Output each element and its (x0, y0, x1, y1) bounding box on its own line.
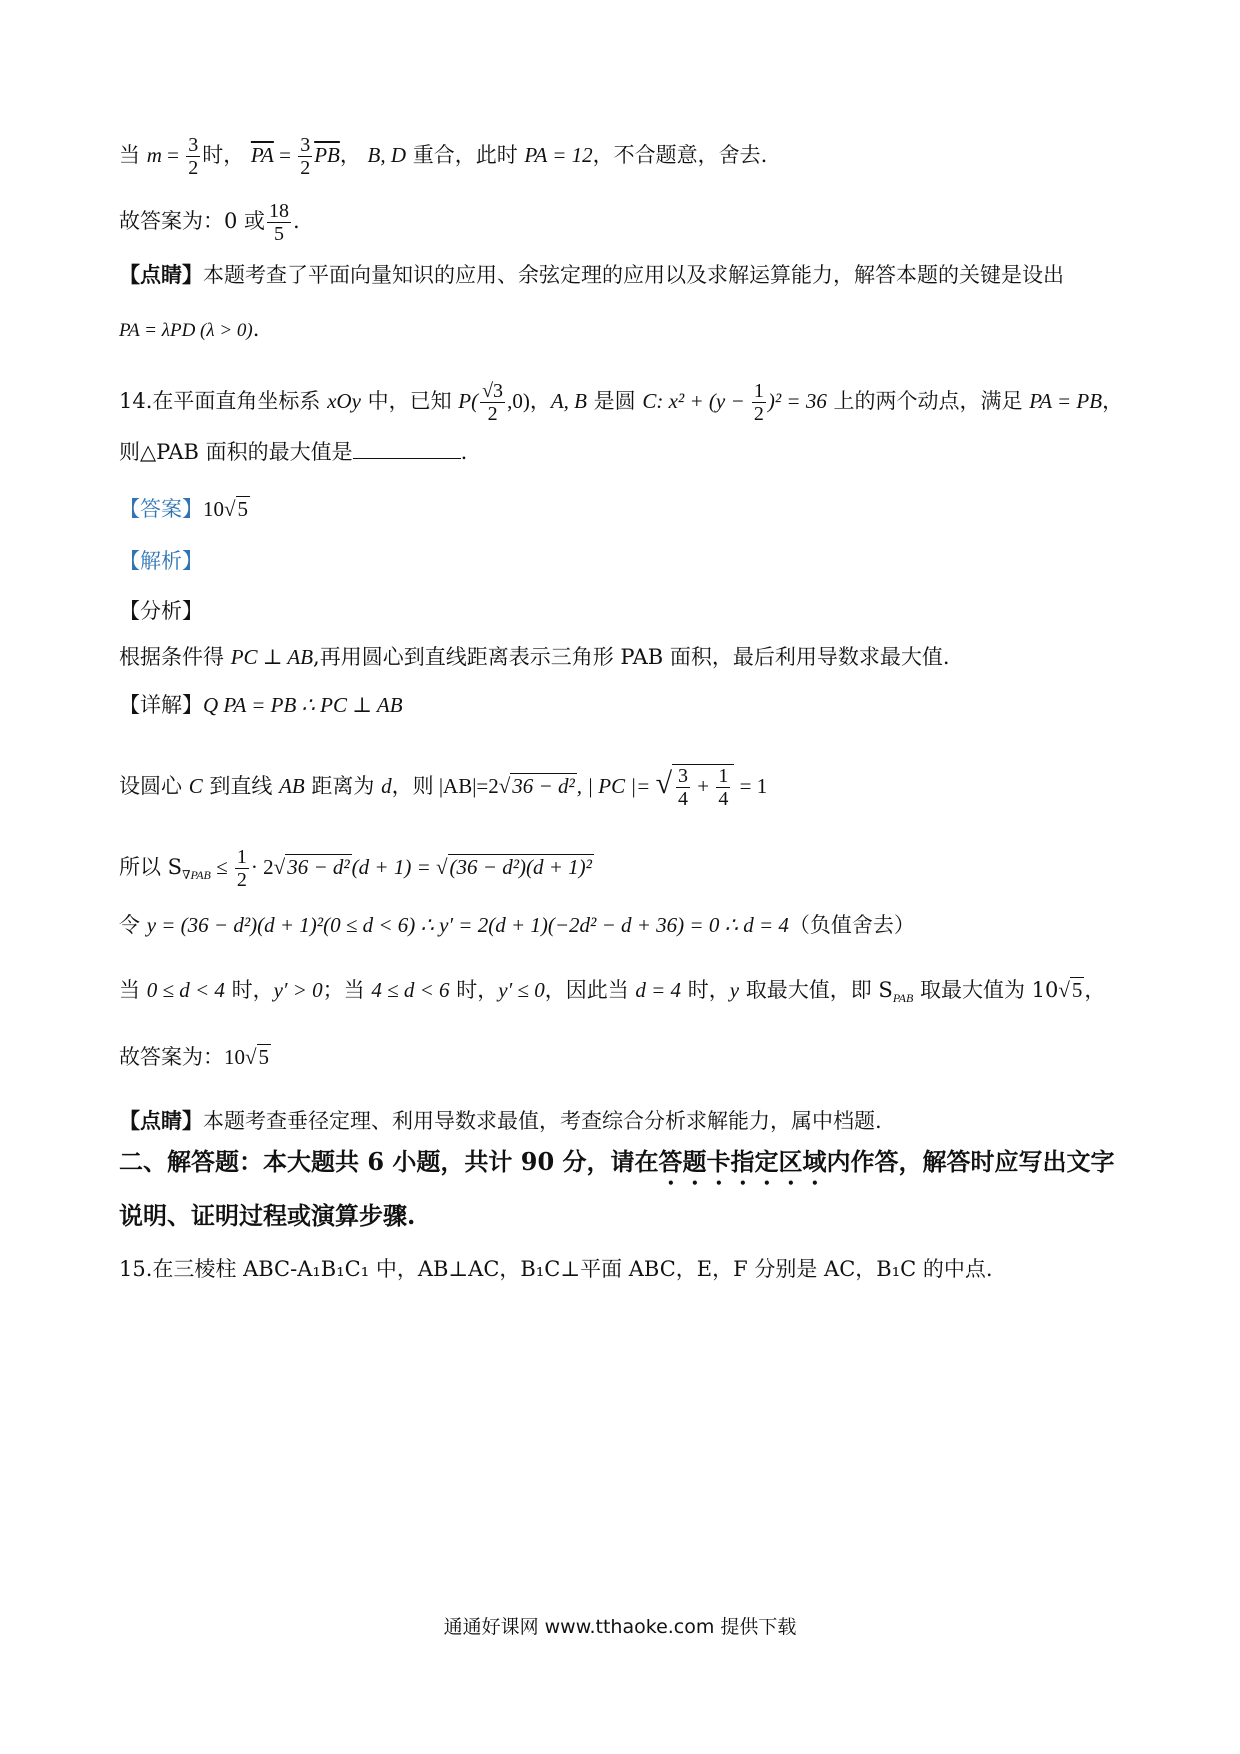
fraction: $\frac{√3}{2}$ (482, 380, 504, 425)
comment-line-1: 【点睛】本题考查了平面向量知识的应用、余弦定理的应用以及求解运算能力，解答本题的关键是设出 (119, 262, 1064, 287)
section-heading-line2: 说明、证明过程或演算步骤. (119, 1201, 416, 1230)
answer-blank (353, 438, 461, 459)
step-2: 所以 $S_{\nabla PAB}$ ≤ $\frac{1}{2}$ · 2√36 − d²(d + 1) = √(36 − d²)(d + 1)² (119, 846, 592, 891)
fenxi-line: 根据条件得 PC ⊥ AB,再用圆心到直线距离表示三角形 PAB 面积，最后利用导数求最大值. (119, 645, 950, 669)
question-14: 14.在平面直角坐标系 xOy 中，已知 P( $\frac{√3}{2}$ ,0)，A, B 是圆 C: x² + (y − $\frac{1}{2}$ )² = 36 上的两个动点，满足 PA = PB， (119, 380, 1124, 425)
answer-line: 【答案】10√5 (119, 497, 249, 521)
text-line-m-case: 当 m = $\frac{3}{2}$ 时， $\overline{PA}$ = $\frac{3}{2}$ $\overline{PB}$， B, D 重合，此时 PA = 12，不合题意，舍去. (119, 134, 768, 179)
step-1: 设圆心 C 到直线 AB 距离为 d，则 |AB|=2√36 − d², | PC |= √ $\frac{3}{4}$ + $\frac{1}{4}$ = 1 (119, 765, 768, 810)
fraction: $\frac{3}{2}$ (300, 134, 311, 179)
fenxi-tag: 【分析】 (119, 599, 203, 623)
fraction: $\frac{1}{2}$ (753, 380, 764, 425)
jiexi-tag: 【解析】 (119, 549, 203, 573)
question-14-line2: 则△PAB 面积的最大值是 . (119, 440, 468, 464)
comment-line-2: 【点睛】本题考查垂径定理、利用导数求最值，考查综合分析求解能力，属中档题. (119, 1108, 882, 1133)
step-3: 令 y = (36 − d²)(d + 1)²(0 ≤ d < 6) ∴ y′ = 2(d + 1)(−2d² − d + 36) = 0 ∴ d = 4（负值舍去） (119, 913, 915, 937)
step-4: 当 0 ≤ d < 4 时，y′ > 0；当 4 ≤ d < 6 时，y′ ≤ 0，因此当 d = 4 时，y 取最大值，即 $S_{PAB}$ 取最大值为 10√5， (119, 978, 1106, 1006)
page-footer: 通通好课网 www.tthaoke.com 提供下载 (443, 1616, 797, 1638)
question-15: 15.在三棱柱 ABC-A₁B₁C₁ 中，AB⊥AC，B₁C⊥平面 ABC，E，F 分别是 AC，B₁C 的中点. (119, 1257, 993, 1281)
text-line-answer-1: 故答案为：0 或 $\frac{18}{5}$ . (119, 200, 300, 245)
fraction: $\frac{18}{5}$ (269, 200, 290, 245)
fraction: $\frac{3}{4}$ (678, 765, 689, 810)
fraction: $\frac{3}{2}$ (188, 134, 199, 179)
fraction: $\frac{1}{4}$ (718, 765, 729, 810)
section-heading: 二、解答题：本大题共 6 小题，共计 90 分，请在答题卡指定区域内作答，解答时应写出文字 (119, 1147, 1115, 1176)
xiangjie-line: 【详解】Q PA = PB ∴ PC ⊥ AB (119, 693, 403, 717)
fraction: $\frac{1}{2}$ (236, 846, 247, 891)
step-5: 故答案为：10√5 (119, 1045, 270, 1069)
comment-formula: PA = λPD (λ > 0). (119, 317, 260, 341)
